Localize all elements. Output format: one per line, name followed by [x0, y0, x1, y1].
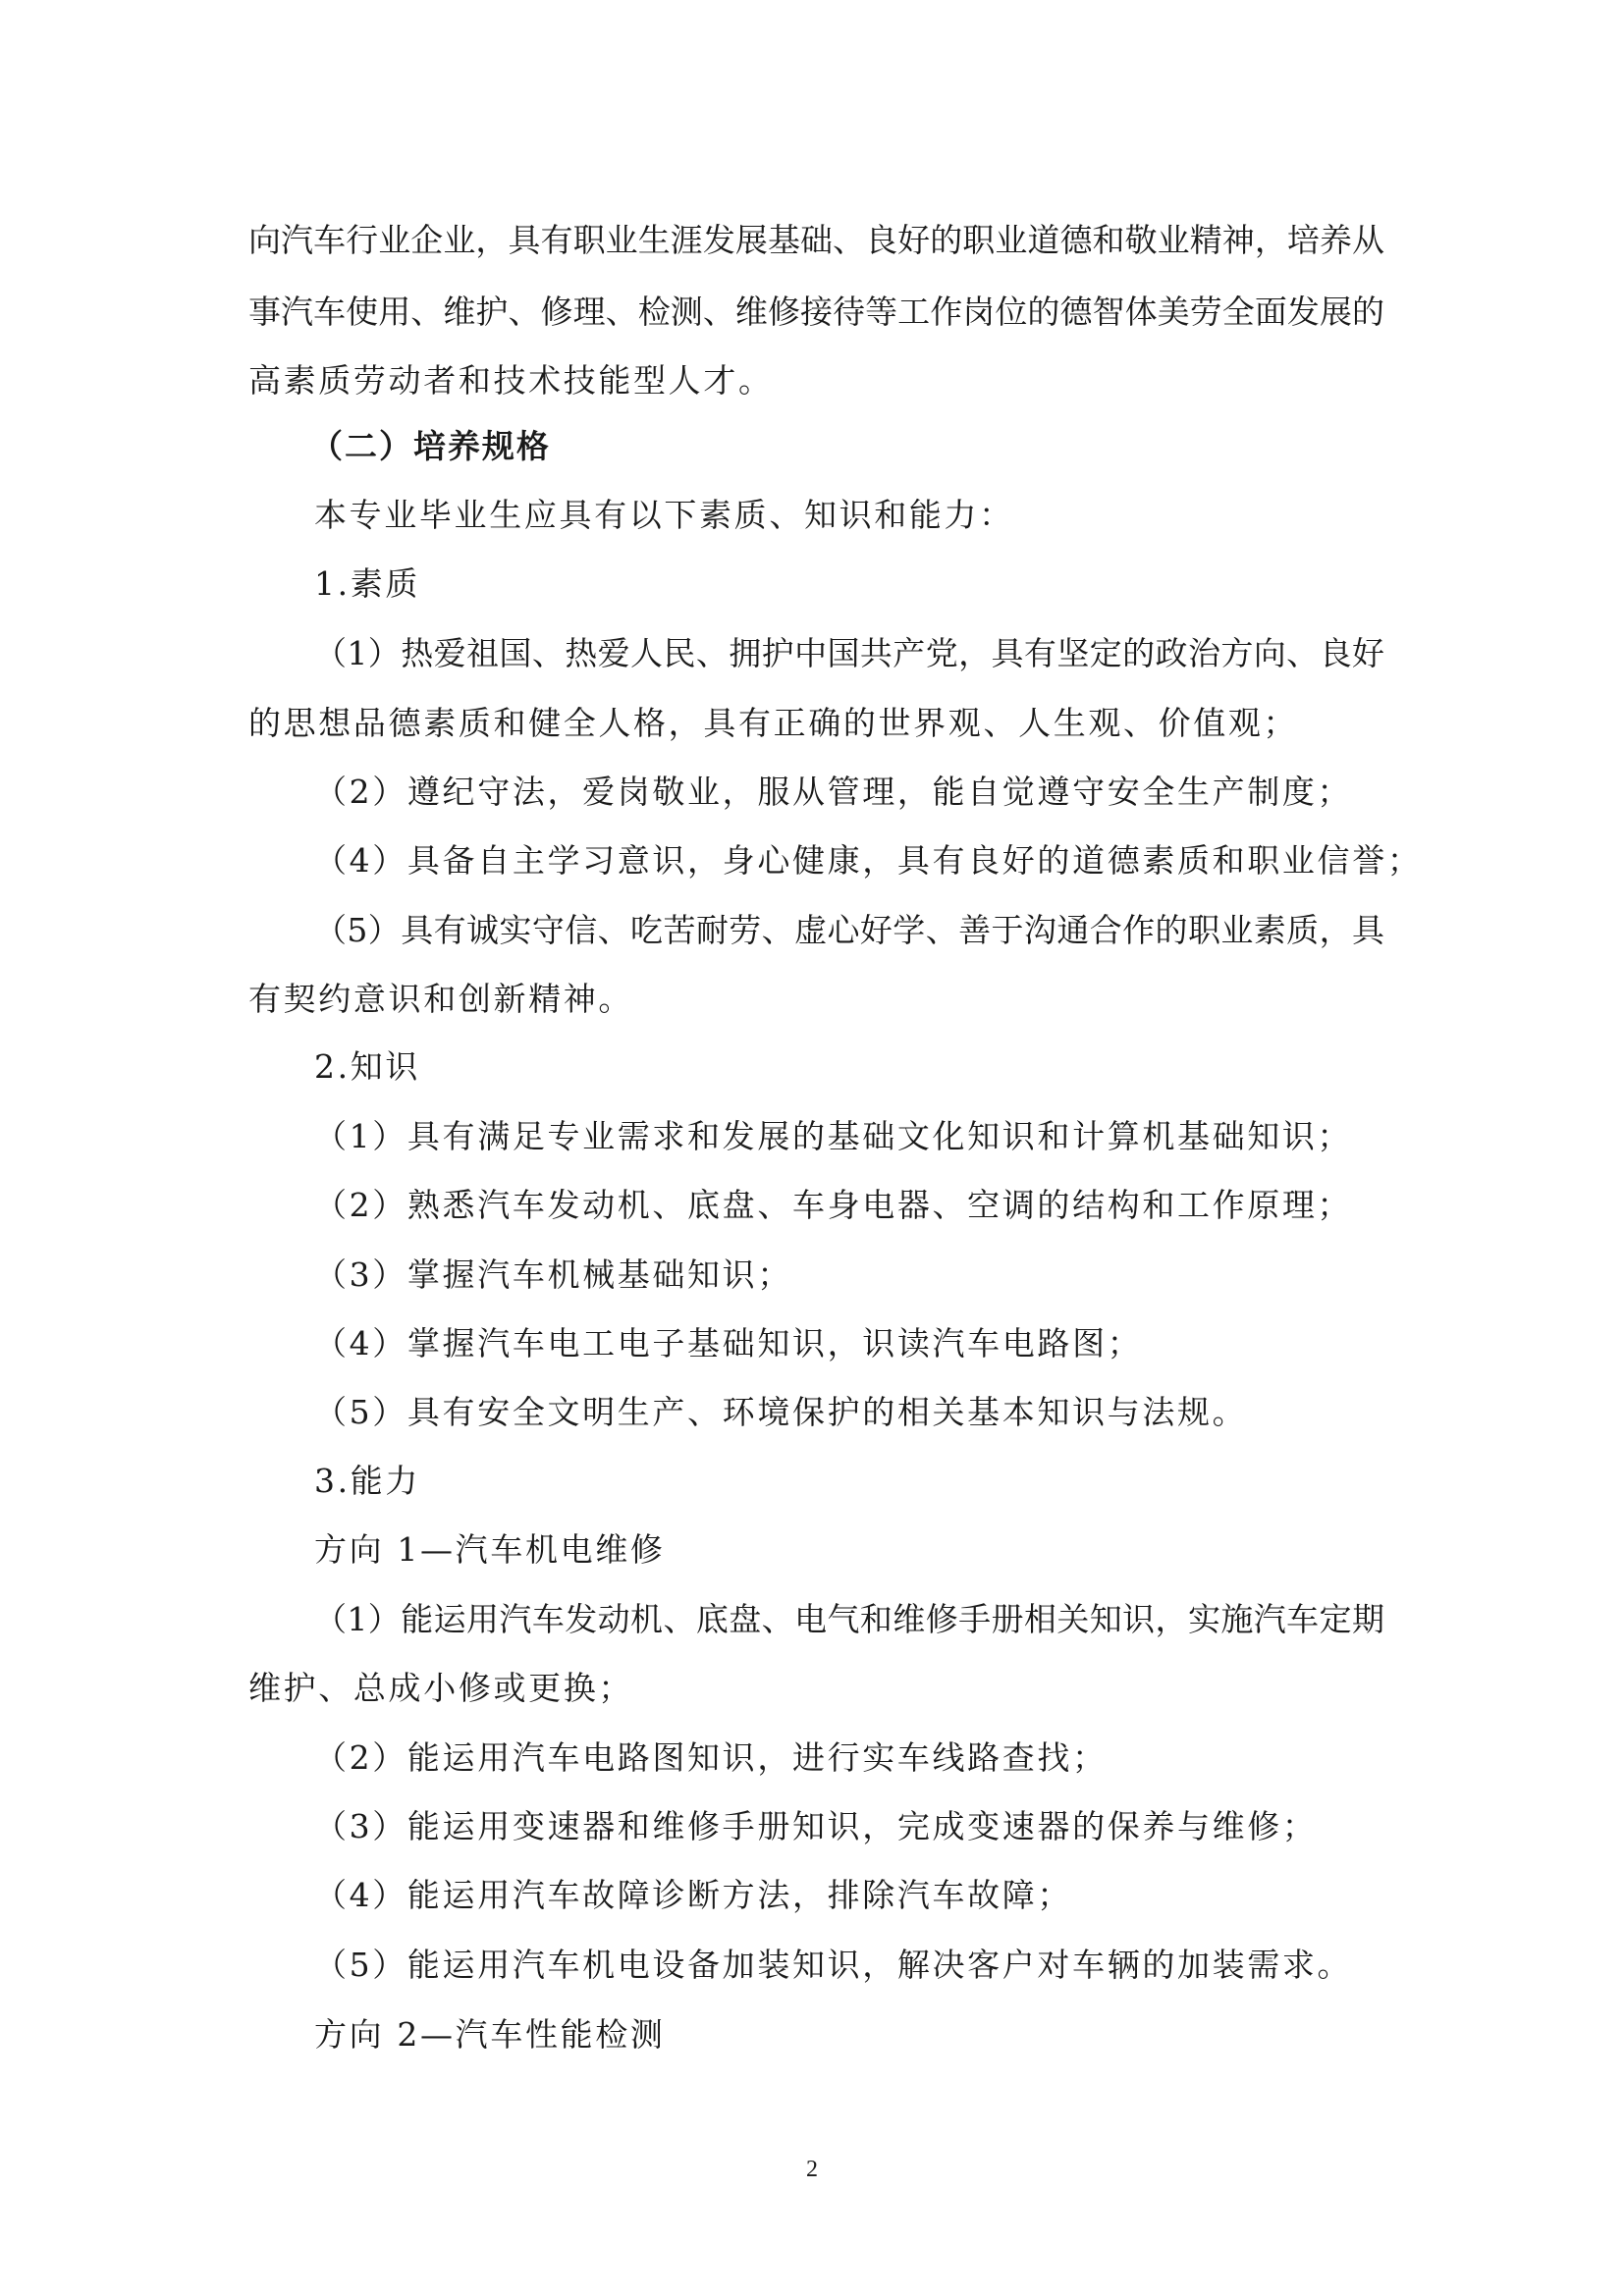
knowledge-title: 2.知识 — [314, 1047, 421, 1086]
ability-item: （4）能运用汽车故障诊断方法，排除汽车故障； — [314, 1876, 1073, 1914]
quality-item: （4）具备自主学习意识，身心健康，具有良好的道德素质和职业信誉； — [314, 841, 1423, 880]
intro-line: 事汽车使用、维护、修理、检测、维修接待等工作岗位的德智体美劳全面发展的 — [248, 293, 1384, 331]
quality-item-continuation: 有契约意识和创新精神。 — [248, 980, 634, 1018]
quality-item-continuation: 的思想品德素质和健全人格，具有正确的世界观、人生观、价值观； — [248, 704, 1299, 742]
direction-2-title: 方向 2—汽车性能检测 — [314, 2015, 666, 2054]
direction-1-title: 方向 1—汽车机电维修 — [314, 1530, 666, 1569]
quality-item: （1）热爱祖国、热爱人民、拥护中国共产党，具有坚定的政治方向、良好 — [314, 634, 1384, 672]
intro-line: 向汽车行业企业，具有职业生涯发展基础、良好的职业道德和敬业精神，培养从 — [248, 221, 1384, 259]
ability-item: （5）能运用汽车机电设备加装知识，解决客户对车辆的加装需求。 — [314, 1946, 1353, 1984]
ability-title: 3.能力 — [314, 1462, 421, 1500]
ability-item: （2）能运用汽车电路图知识，进行实车线路查找； — [314, 1738, 1108, 1777]
knowledge-item: （5）具有安全文明生产、环境保护的相关基本知识与法规。 — [314, 1393, 1248, 1431]
knowledge-item: （2）熟悉汽车发动机、底盘、车身电器、空调的结构和工作原理； — [314, 1186, 1353, 1224]
knowledge-item: （1）具有满足专业需求和发展的基础文化知识和计算机基础知识； — [314, 1117, 1353, 1155]
ability-item: （3）能运用变速器和维修手册知识，完成变速器的保养与维修； — [314, 1807, 1318, 1845]
ability-item: （1）能运用汽车发动机、底盘、电气和维修手册相关知识，实施汽车定期 — [314, 1600, 1384, 1638]
intro-line: 高素质劳动者和技术技能型人才。 — [248, 361, 774, 400]
ability-item-continuation: 维护、总成小修或更换； — [248, 1669, 634, 1707]
quality-item: （2）遵纪守法，爱岗敬业，服从管理，能自觉遵守安全生产制度； — [314, 773, 1353, 811]
section-heading: （二）培养规格 — [310, 427, 551, 465]
page-number: 2 — [806, 2157, 818, 2182]
knowledge-item: （3）掌握汽车机械基础知识； — [314, 1255, 792, 1294]
lead-sentence: 本专业毕业生应具有以下素质、知识和能力： — [314, 496, 1014, 534]
knowledge-item: （4）掌握汽车电工电子基础知识，识读汽车电路图； — [314, 1324, 1143, 1362]
quality-title: 1.素质 — [314, 564, 421, 603]
quality-item: （5）具有诚实守信、吃苦耐劳、虚心好学、善于沟通合作的职业素质，具 — [314, 911, 1384, 949]
